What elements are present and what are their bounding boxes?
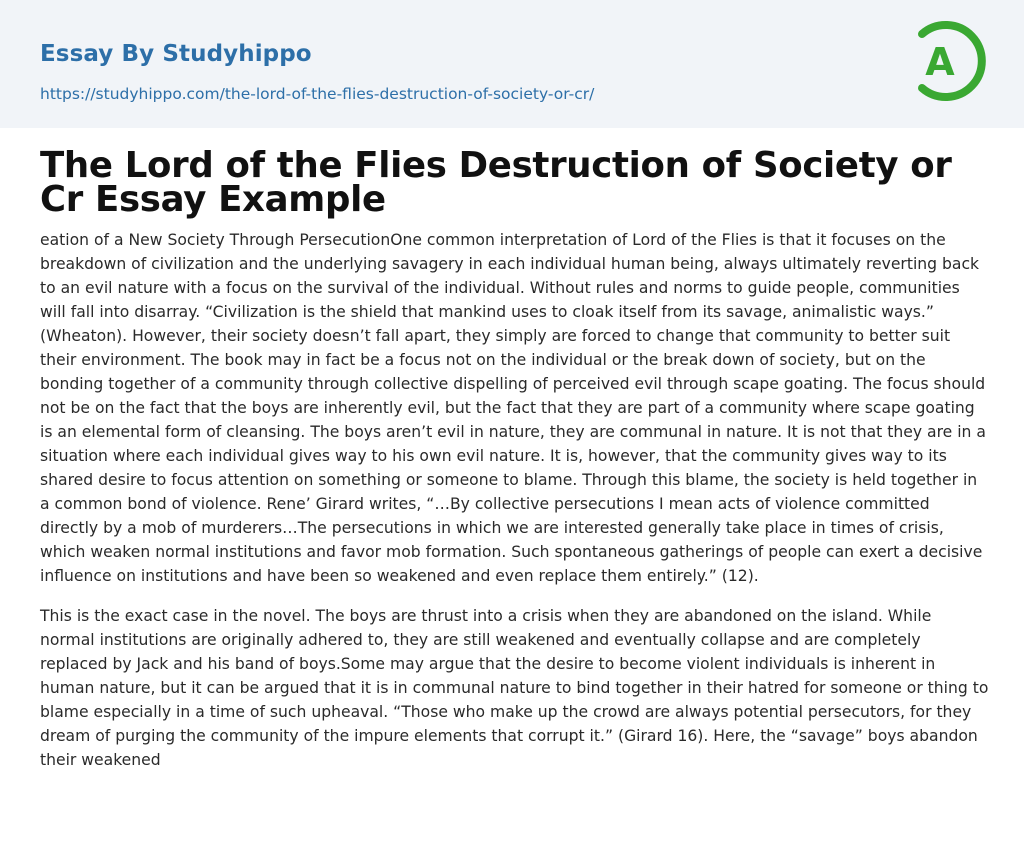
logo-icon[interactable] (904, 18, 990, 104)
page-title: The Lord of the Flies Destruction of Society or Cr Essay Example (40, 145, 952, 220)
article-paragraph: This is the exact case in the novel. The boys are thrust into a crisis when they are abandoned on the island. While normal institutions are originally adhered to, they are still weakened and eventually collapse and are completely replaced by Jack and his band of boys.Some may argue that the desire to become violent individuals is inherent in human nature, but it can be argued that it is in communal nature to bind together in their hatred for someone or thing to blame especially in a time of such upheaval. “Those who make up the crowd are always potential persecutors, for they dream of purging the community of the impure elements that corrupt it.” (Girard 16). Here, the “savage” boys abandon their weakened (40, 607, 989, 769)
site-brand[interactable]: Essay By Studyhippo (40, 41, 312, 67)
logo-letter: A (925, 40, 955, 84)
article-body (40, 228, 990, 772)
page-header (0, 0, 1024, 128)
article-paragraph: eation of a New Society Through PersecutionOne common interpretation of Lord of the Flies is that it focuses on the breakdown of civilization and the underlying savagery in each individual human being, always ultimately reverting back to an evil nature with a focus on the survival of the individual. Without rules and norms to guide people, communities will fall into disarray. “Civilization is the shield that mankind uses to cloak itself from its savage, animalistic ways.” (Wheaton). However, their society doesn’t fall apart, they simply are forced to change that community to better suit their environment. The book may in fact be a focus not on the individual or the break down of society, but on the bonding together of a community through collective dispelling of perceived evil through scape goating. The focus should not be on the fact that the boys are inherently evil, but the fact that they are part of a community where scape goating is an elemental form of cleansing. The boys aren’t evil in nature, they are communal in nature. It is not that they are in a situation where each individual gives way to his own evil nature. It is, however, that the community gives way to its shared desire to focus attention on something or someone to blame. Through this blame, the society is held together in a common bond of violence. Rene’ Girard writes, “…By collective persecutions I mean acts of violence committed directly by a mob of murderers…The persecutions in which we are interested generally take place in times of crisis, which weaken normal institutions and favor mob formation. Such spontaneous gatherings of people can exert a decisive influence on institutions and have been so weakened and even replace them entirely.” (12). (40, 231, 986, 585)
page-url-link[interactable]: https://studyhippo.com/the-lord-of-the-flies-destruction-of-society-or-cr/ (40, 85, 595, 103)
